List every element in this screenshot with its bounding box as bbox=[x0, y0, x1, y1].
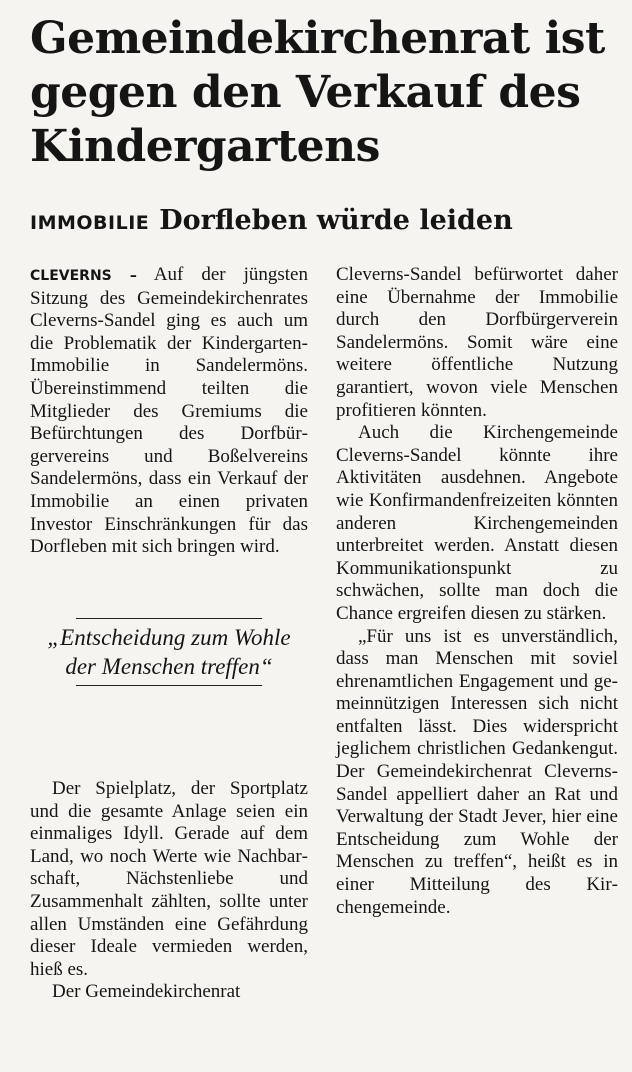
paragraph-3-continued: Cleverns-Sandel befürwortet daher eine Übernahme der Immobilie durch den Dorfbürgerverein Sandelermöns. Somit wäre eine weitere öffentliche Nutzung garantiert, wovon viele Menschen profitieren könnten. bbox=[336, 264, 618, 421]
pull-quote-rule-bottom bbox=[76, 685, 262, 686]
lead-paragraph bbox=[30, 264, 308, 559]
paragraph-2: Der Spielplatz, der Sportplatz und die gesamte Anlage seien ein einmaliges Idyll. Gerade auf dem Land, wo noch Werte wie Nachbarschaft, Nächstenliebe und Zusammenhalt zählten, sollte unter allen Umständen eine Gefährdung dieser Ideale vermieden werden, hieß es. bbox=[30, 778, 308, 980]
lead-text: Auf der jüngsten Sitzung des Gemeindekirchenrates Cleverns-Sandel ging es auch um die Problematik der Kindergarten-Immobilie in Sandelermöns. Übereinstimmend teilten die Mitglieder des Gremiums die Befürchtungen des Dorfbürgervereins und Boßelvereins Sandelermöns, dass ein Verkauf der Immobilie an einen privaten Investor Einschränkungen für das Dorfleben mit sich bringen wird. bbox=[30, 264, 308, 558]
kicker: IMMOBILIE bbox=[30, 212, 150, 234]
paragraph-5: „Für uns ist es unverständlich, dass man Menschen mit soviel ehrenamtlichen Engagement und gemeinnützigen Interessen sich nicht entfalten lässt. Dies widerspricht jeglichem christlichen Gedankengut. Der Gemeindekirchenrat Cleverns-Sandel appelliert daher an Rat und Verwaltung der Stadt Jever, hier eine Entscheidung zum Wohle der Menschen zu treffen“, heißt es in einer Mitteilung des Kirchengemeinde. bbox=[336, 625, 618, 918]
column-left bbox=[30, 264, 308, 559]
paragraph-3-start: Der Gemeindekirchenrat bbox=[52, 981, 241, 1003]
dateline: CLEVERNS – bbox=[30, 268, 137, 284]
pull-quote: „Entscheidung zum Wohle der Menschen treffen“ bbox=[47, 625, 291, 679]
paragraph-4: Auch die Kirchengemeinde Cleverns-Sandel könnte ihre Aktivitäten ausdehnen. Angebote wie Konfirmandenfreizeiten könnten anderen Kirchengemeinden unterbreitet werden. Anstatt diesen Kommunikationspunkt zu schwächen, sollte man doch die Chance ergreifen diesen zu stärken. bbox=[336, 422, 618, 624]
headline: Gemeindekirchenrat ist gegen den Verkauf des Kindergartens bbox=[30, 13, 605, 172]
pull-quote-box bbox=[30, 618, 308, 686]
subhead-line bbox=[30, 203, 620, 241]
column-right bbox=[336, 264, 618, 919]
subhead: Dorfleben würde leiden bbox=[159, 205, 513, 236]
column-left-lower bbox=[30, 778, 308, 1004]
